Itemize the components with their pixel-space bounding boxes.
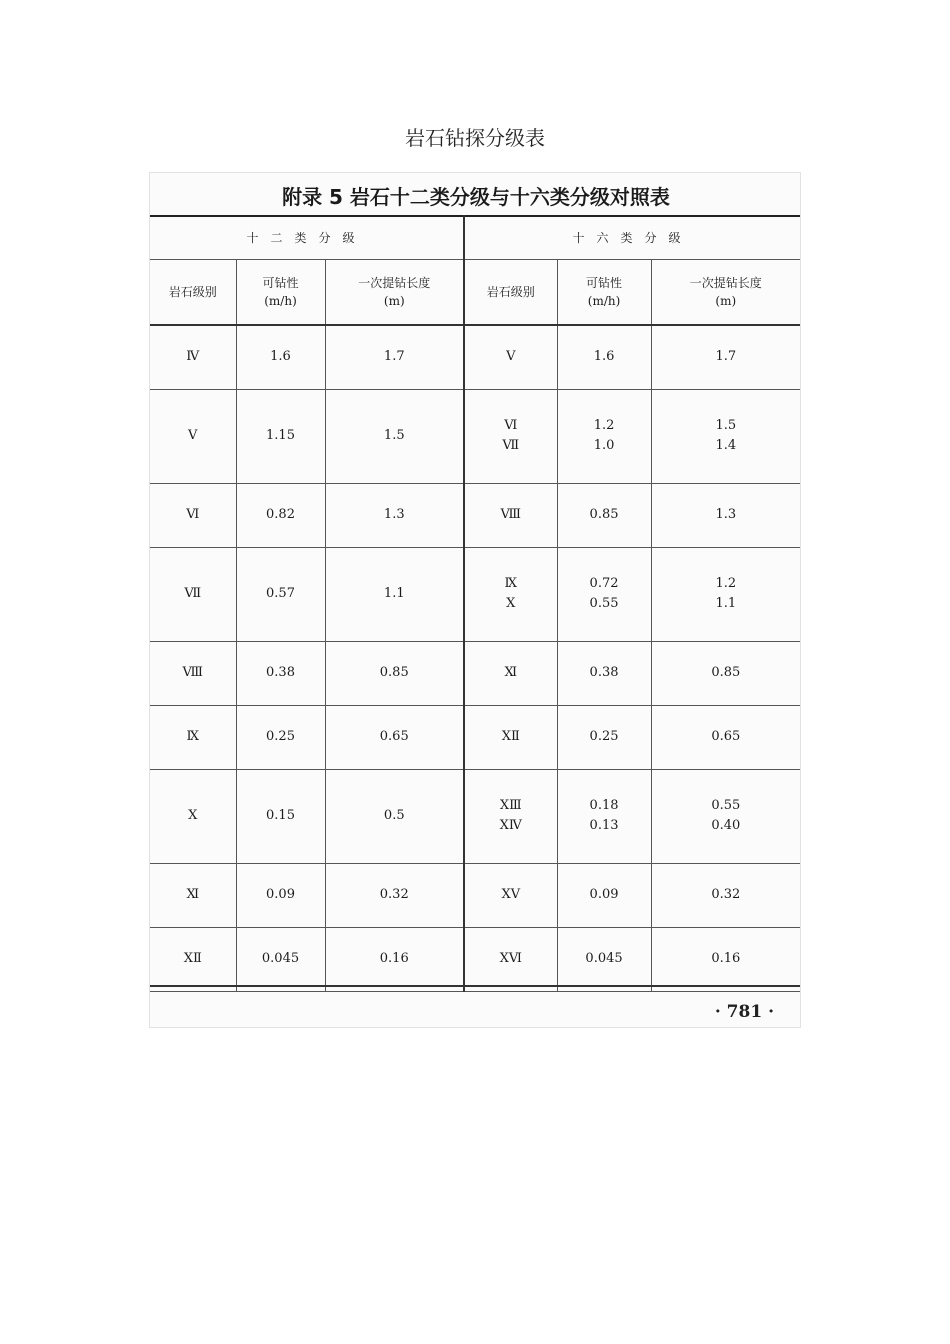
length-16-cell: [651, 705, 800, 769]
page-number: · 781 ·: [714, 1002, 774, 1022]
col-header-drillability-unit: (m/h): [587, 294, 621, 308]
group-header-twelve: 十二类分级: [150, 216, 464, 260]
scanned-table-image: [149, 172, 801, 1028]
grade-16-cell: [464, 389, 557, 483]
grade-12-cell: Ⅺ: [150, 863, 236, 927]
grade-16-cell-line: ⅩⅤ: [501, 887, 521, 902]
table-row: [150, 769, 800, 863]
drillability-16-cell: [557, 927, 651, 991]
col-header-drillability-label: 可钻性: [262, 276, 299, 290]
grade-12-cell: ⅩⅡ: [150, 927, 236, 991]
col-header-drillability-label: 可钻性: [586, 276, 623, 290]
drillability-16-cell-line: 0.85: [589, 507, 619, 522]
length-16-cell-line: 0.40: [711, 818, 741, 833]
drillability-16-cell-line: 0.18: [589, 798, 619, 813]
length-12-cell: 0.16: [325, 927, 464, 991]
grade-12-cell: Ⅳ: [150, 325, 236, 389]
table-row: [150, 705, 800, 769]
drillability-16-cell-line: 0.25: [589, 729, 619, 744]
length-12-cell: 0.5: [325, 769, 464, 863]
length-16-cell: [651, 547, 800, 641]
col-header-length-12: [325, 260, 464, 326]
drillability-12-cell: 0.045: [236, 927, 325, 991]
table-row: [150, 927, 800, 991]
drillability-12-cell: 0.82: [236, 483, 325, 547]
grade-16-cell-line: Ⅺ: [504, 665, 518, 680]
drillability-16-cell-line: 0.72: [589, 576, 619, 591]
drillability-16-cell-line: 0.09: [589, 887, 619, 902]
grade-16-cell: [464, 325, 557, 389]
length-12-cell: 1.7: [325, 325, 464, 389]
table-caption: 附录 5 岩石十二类分级与十六类分级对照表: [282, 185, 670, 209]
grade-16-cell-line: ⅩⅥ: [499, 951, 522, 966]
length-16-cell: [651, 483, 800, 547]
grade-16-cell-line: Ⅷ: [500, 507, 522, 522]
grade-12-cell: Ⅶ: [150, 547, 236, 641]
grade-12-cell: Ⅷ: [150, 641, 236, 705]
drillability-16-cell-line: 0.045: [585, 951, 623, 966]
drillability-16-cell-line: 0.13: [589, 818, 619, 833]
footer-rule: [150, 985, 800, 987]
grade-16-cell-line: Ⅸ: [504, 576, 518, 591]
length-12-cell: 1.3: [325, 483, 464, 547]
col-header-drillability-12: [236, 260, 325, 326]
rock-grade-table: [150, 215, 800, 992]
drillability-12-cell: 0.57: [236, 547, 325, 641]
drillability-12-cell: 1.6: [236, 325, 325, 389]
grade-16-cell-line: Ⅶ: [502, 438, 520, 453]
grade-16-cell-line: Ⅹ: [506, 596, 516, 611]
grade-16-cell: [464, 547, 557, 641]
length-16-cell-line: 1.7: [715, 349, 737, 365]
grade-16-cell: [464, 641, 557, 705]
drillability-16-cell: [557, 483, 651, 547]
col-header-length-label: 一次提钻长度: [358, 276, 431, 290]
grade-16-cell: [464, 863, 557, 927]
drillability-12-cell: 0.09: [236, 863, 325, 927]
length-12-cell: 0.65: [325, 705, 464, 769]
length-16-cell: [651, 389, 800, 483]
grade-16-cell: [464, 705, 557, 769]
table-row: [150, 547, 800, 641]
length-16-cell-line: 0.32: [711, 887, 741, 902]
table-row: [150, 389, 800, 483]
drillability-12-cell: 1.15: [236, 389, 325, 483]
group-header-sixteen: 十六类分级: [464, 216, 800, 260]
drillability-16-cell: [557, 641, 651, 705]
col-header-drillability-unit: (m/h): [264, 294, 297, 308]
drillability-16-cell-line: 0.55: [589, 596, 619, 611]
length-16-cell-line: 0.85: [711, 665, 741, 680]
drillability-16-cell-line: 1.6: [593, 349, 615, 365]
col-header-length-unit: (m): [715, 294, 737, 308]
grade-12-cell: Ⅵ: [150, 483, 236, 547]
length-12-cell: 0.32: [325, 863, 464, 927]
table-body: [150, 325, 800, 991]
drillability-16-cell: [557, 769, 651, 863]
length-16-cell-line: 0.16: [711, 951, 741, 966]
drillability-16-cell-line: 1.2: [593, 418, 615, 433]
col-header-length-unit: (m): [383, 294, 405, 308]
length-16-cell-line: 0.55: [711, 798, 741, 813]
grade-16-cell-line: Ⅴ: [506, 349, 516, 365]
length-16-cell-line: 1.5: [715, 418, 737, 433]
table-row: [150, 325, 800, 389]
grade-16-cell-line: ⅩⅣ: [499, 818, 522, 833]
grade-16-cell-line: ⅩⅢ: [499, 798, 522, 813]
col-header-length-16: [651, 260, 800, 326]
length-12-cell: 1.1: [325, 547, 464, 641]
drillability-16-cell: [557, 325, 651, 389]
length-16-cell: [651, 641, 800, 705]
drillability-16-cell: [557, 547, 651, 641]
grade-16-cell-line: ⅩⅡ: [501, 729, 520, 744]
drillability-16-cell: [557, 389, 651, 483]
length-16-cell: [651, 769, 800, 863]
document-title: 岩石钻探分级表: [405, 126, 545, 150]
grade-12-cell: Ⅴ: [150, 389, 236, 483]
drillability-16-cell-line: 0.38: [589, 665, 619, 680]
length-12-cell: 1.5: [325, 389, 464, 483]
table-row: [150, 483, 800, 547]
drillability-16-cell: [557, 705, 651, 769]
length-16-cell-line: 1.4: [715, 438, 737, 453]
drillability-12-cell: 0.25: [236, 705, 325, 769]
length-16-cell: [651, 325, 800, 389]
length-16-cell-line: 1.2: [715, 576, 737, 591]
col-header-grade-16: 岩石级别: [464, 260, 557, 326]
drillability-16-cell-line: 1.0: [593, 438, 615, 453]
col-header-length-label: 一次提钻长度: [689, 276, 762, 290]
drillability-12-cell: 0.15: [236, 769, 325, 863]
length-16-cell-line: 1.3: [715, 507, 737, 522]
grade-16-cell: [464, 927, 557, 991]
length-16-cell: [651, 927, 800, 991]
table-row: [150, 863, 800, 927]
grade-12-cell: Ⅹ: [150, 769, 236, 863]
drillability-12-cell: 0.38: [236, 641, 325, 705]
grade-16-cell-line: Ⅵ: [504, 418, 518, 433]
drillability-16-cell: [557, 863, 651, 927]
length-16-cell-line: 0.65: [711, 729, 741, 744]
col-header-drillability-16: [557, 260, 651, 326]
length-12-cell: 0.85: [325, 641, 464, 705]
length-16-cell-line: 1.1: [715, 596, 737, 611]
length-16-cell: [651, 863, 800, 927]
col-header-grade-12: 岩石级别: [150, 260, 236, 326]
grade-16-cell: [464, 483, 557, 547]
table-row: [150, 641, 800, 705]
grade-12-cell: Ⅸ: [150, 705, 236, 769]
grade-16-cell: [464, 769, 557, 863]
